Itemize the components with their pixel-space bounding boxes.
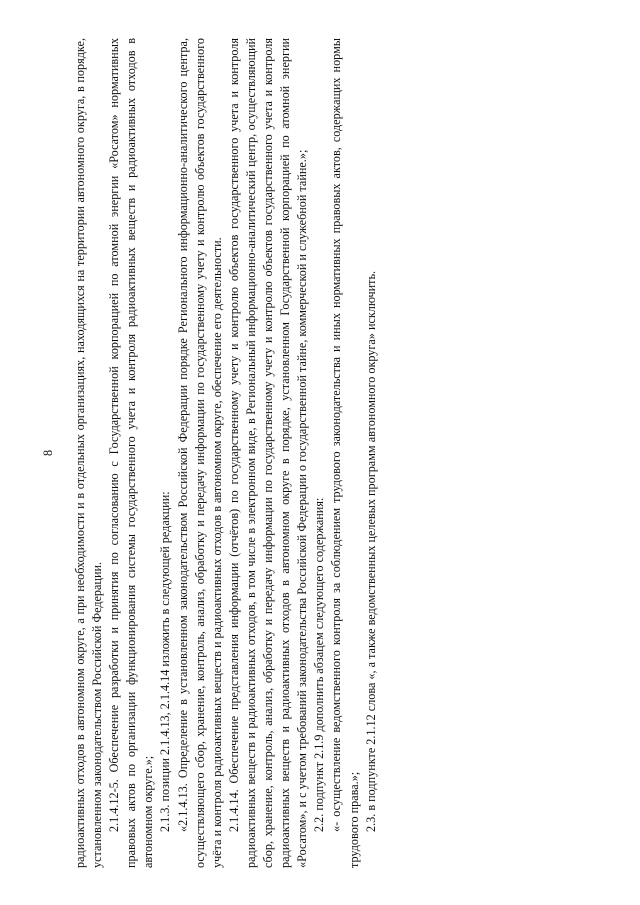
paragraph-2-1-4-13: «2.1.4.13. Определение в установленном законодательством Российской Федерации порядке Регионального информационно-аналитического центра, осуществляющего сбор, хранение, контроль, анализ, обработку и передачу информации по государственному учету и контролю объектов государственного учёта и контроля радиоактивных веществ и радиоактивных отходов в автономном округе, обеспечение его деятельности. <box>175 38 224 868</box>
paragraph-amendment-text: «- осуществление ведомственного контроля за соблюдением трудового законодательства и иных нормативных правовых актов, содержащих нормы трудового права.»; <box>329 38 361 868</box>
paragraph-continuation: радиоактивных отходов в автономном округе, а при необходимости и в отдельных организациях, находящихся на территории автономного округа, в порядке, установленном законодательством Российской Федерации. <box>73 38 105 868</box>
paragraph-2-1-4-14: 2.1.4.14. Обеспечение представления информации (отчётов) по государственному учету и контролю объектов государственного учета и контроля радиоактивных веществ и радиоактивных отходов, в том числе в электронном виде, в Региональный информационно-аналитический центр, осуществляющий сбор, хранение, контроль, анализ, обработку и передачу информации по государственному учету и контролю объектов государственного учета и контроля радиоактивных веществ и радиоактивных отходов в автономном округе в порядке, установленном Государственной корпорацией по атомной энергии «Росатом», и с учетом требований законодательства Российской Федерации о государственной тайне, коммерческой и служебной тайне.»; <box>226 38 310 868</box>
rotated-text-block <box>41 38 492 868</box>
page-number: 8 <box>41 449 55 457</box>
paragraph-2-1-3: 2.1.3. позиции 2.1.4.13, 2.1.4.14 изложить в следующей редакции: <box>158 491 173 832</box>
paragraph-2-3: 2.3. в подпункте 2.1.12 слова «, а также ведомственных целевых программ автономного округа» исключить. <box>363 270 378 832</box>
paragraph-2-1-4-12-5: 2.1.4.12-5. Обеспечение разработки и принятия по согласованию с Государственной корпорацией по атомной энергии «Росатом» нормативных правовых актов по организации функционирования системы государственного учета и контроля радиоактивных веществ и радиоактивных отходов в автономном округе.»; <box>107 38 156 868</box>
paragraph-2-2: 2.2. подпункт 2.1.9 дополнить абзацем следующего содержания: <box>312 497 327 832</box>
